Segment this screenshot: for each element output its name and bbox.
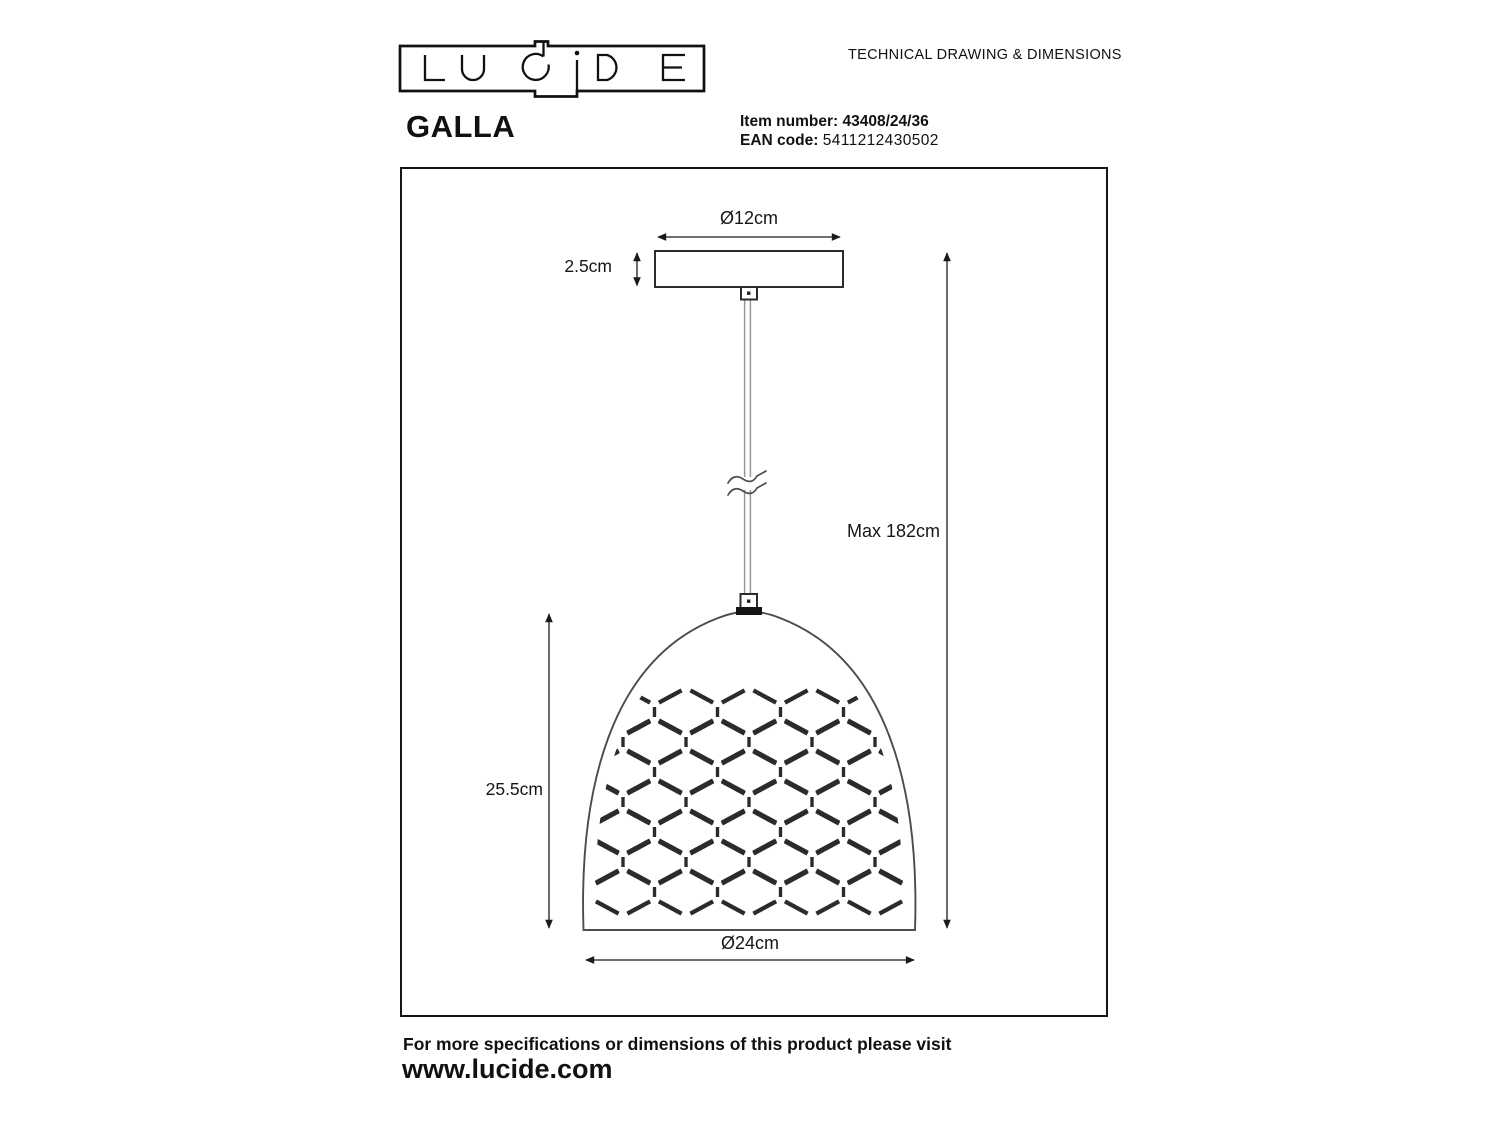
shade-top-fitting bbox=[736, 607, 762, 615]
cord-break-icon bbox=[728, 471, 766, 495]
footer-note: For more specifications or dimensions of this product please visit bbox=[403, 1034, 952, 1054]
item-number-value: 43408/24/36 bbox=[842, 113, 929, 130]
dim-label-canopy-diameter: Ø12cm bbox=[719, 208, 779, 228]
dim-label-shade-diameter: Ø24cm bbox=[720, 933, 780, 953]
ceiling-canopy bbox=[655, 251, 843, 287]
shade-grip-dot bbox=[747, 600, 750, 603]
dim-label-max-height: Max 182cm bbox=[846, 521, 940, 541]
shade-outline bbox=[583, 612, 915, 931]
document-title: TECHNICAL DRAWING & DIMENSIONS bbox=[848, 47, 1122, 63]
item-number-label: Item number: bbox=[740, 113, 839, 130]
footer-website: www.lucide.com bbox=[402, 1054, 613, 1084]
suspension-cord bbox=[745, 299, 751, 595]
product-name: GALLA bbox=[406, 109, 516, 144]
dim-label-shade-height: 25.5cm bbox=[485, 779, 543, 799]
ean-label: EAN code: bbox=[740, 131, 819, 149]
dim-label-canopy-height: 2.5cm bbox=[564, 256, 612, 276]
canopy-grip-dot bbox=[747, 292, 750, 295]
ean-value: 5411212430502 bbox=[822, 131, 939, 149]
